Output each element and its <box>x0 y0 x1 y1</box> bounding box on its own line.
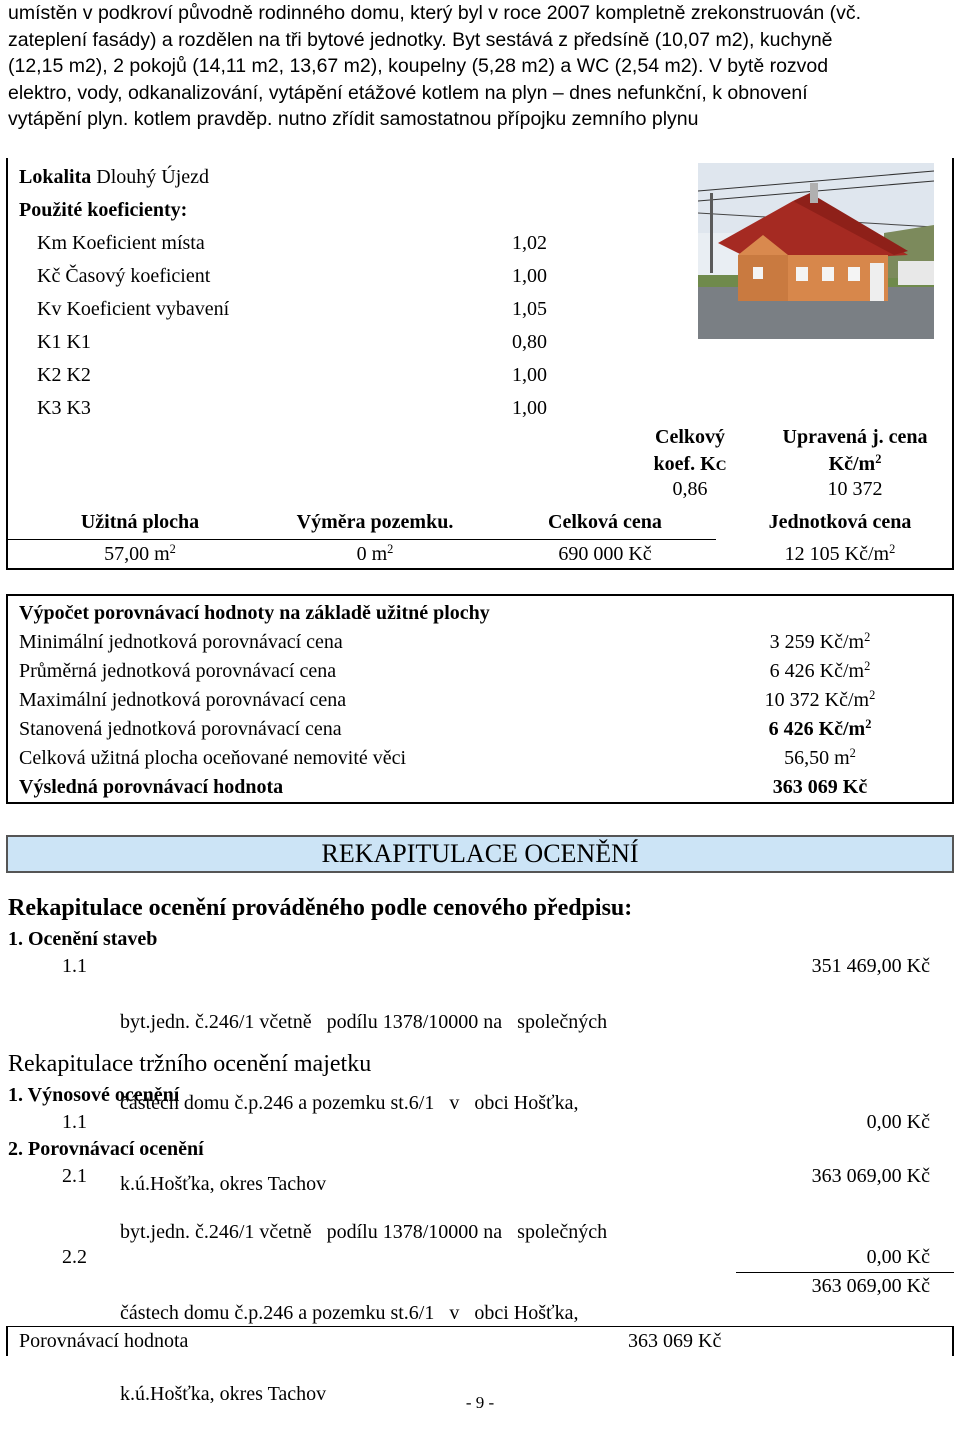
recap2-s2-item1-no: 2.1 <box>62 1165 87 1187</box>
coef-value: 1,00 <box>512 364 547 386</box>
final-border-right <box>952 1326 954 1356</box>
sum-line <box>736 1272 954 1273</box>
box-border-left <box>6 158 8 570</box>
recap-banner-title: REKAPITULACE OCENĚNÍ <box>321 839 639 868</box>
coef-label: K1 K1 <box>37 331 91 353</box>
adjusted-price-value: 10 372 <box>827 478 883 500</box>
total-coef-value: 0,86 <box>672 478 708 500</box>
recap2-section1: 1. Výnosové ocenění <box>8 1084 180 1106</box>
final-border-left <box>6 1326 8 1356</box>
box-border-bottom <box>6 802 954 804</box>
intro-line: elektro, vody, odkanalizování, vytápění etážové kotlem na plyn – dnes nefunkční, k obnovení <box>8 81 808 104</box>
adjusted-price-header <box>760 424 950 478</box>
comparison-value: 6 426 $Kč/m^2$ <box>768 717 872 740</box>
locality <box>19 166 209 189</box>
header-unit-price: Jednotková cena <box>768 511 912 533</box>
comparison-heading: Výpočet porovnávací hodnoty na základě užitné plochy <box>19 602 490 624</box>
value-total-price: 690 000 Kč <box>558 543 652 565</box>
recap2-section2: 2. Porovnávací ocenění <box>8 1138 204 1160</box>
final-border-top <box>6 1326 954 1327</box>
comparison-label: Celková užitná plocha oceňované nemovité věci <box>19 747 407 769</box>
summary-divider <box>6 539 256 540</box>
coef-value: 0,80 <box>512 331 547 353</box>
box-border-left <box>6 594 8 804</box>
recap1-item-no: 1.1 <box>62 955 87 977</box>
header-usable-area: Užitná plocha <box>80 511 200 533</box>
comparison-label: Stanovená jednotková porovnávací cena <box>19 718 342 740</box>
recap2-s2-item1-desc: byt.jedn. č.246/1 včetně podílu 1378/10000 na společných částech domu č.p.246 a pozemku st.6/1 v obci Hošťka, k.ú.Hošťka, okres Tachov <box>120 1221 608 1405</box>
value-usable-area: 57,00 $m^2$ <box>104 542 176 565</box>
final-label: Porovnávací hodnota <box>19 1330 189 1352</box>
box-border-bottom <box>6 568 954 570</box>
recap1-title: Rekapitulace ocenění prováděného podle cenového předpisu: <box>8 895 633 921</box>
recap1-section: 1. Ocenění staveb <box>8 928 158 950</box>
comparison-value: 10 372 $Kč/m^2$ <box>764 688 876 711</box>
coef-label: Kč Časový koeficient <box>37 265 211 287</box>
adjusted-price-line1: Upravená j. cena <box>782 426 928 448</box>
intro-line: umístěn v podkroví původně rodinného domu, který byl v roce 2007 kompletně zrekonstruován (vč. <box>8 2 862 24</box>
recap2-s1-item-no: 1.1 <box>62 1111 87 1133</box>
coef-value: 1,00 <box>512 265 547 287</box>
total-coef-line1: Celkový <box>655 426 725 448</box>
comparison-label: Maximální jednotková porovnávací cena <box>19 689 347 711</box>
recap2-s2-total: 363 069,00 Kč <box>811 1275 930 1297</box>
box-border-right <box>952 158 954 570</box>
comparison-value: 6 426 $Kč/m^2$ <box>769 659 871 682</box>
final-value: 363 069 Kč <box>628 1330 722 1352</box>
box-border-top <box>6 594 954 596</box>
intro-paragraph <box>8 0 953 133</box>
house-illustration <box>698 163 934 339</box>
adjusted-price-line2: $Kč/m^2$ <box>828 452 882 475</box>
coef-value: 1,05 <box>512 298 547 320</box>
coef-label: K2 K2 <box>37 364 91 386</box>
recap2-s1-item-value: 0,00 Kč <box>866 1111 930 1133</box>
coef-label: K3 K3 <box>37 397 91 419</box>
comparison-label: Minimální jednotková porovnávací cena <box>19 631 343 653</box>
recap-banner <box>6 835 954 873</box>
total-coef-line2: koef. KC <box>653 453 727 475</box>
coef-value: 1,02 <box>512 232 547 254</box>
header-land-area: Výměra pozemku. <box>296 511 454 533</box>
total-coef-header <box>630 424 750 480</box>
locality-label: Lokalita <box>19 166 92 188</box>
intro-line: vytápění plyn. kotlem pravděp. nutno zřídit samostatnou přípojku zemního plynu <box>8 108 699 131</box>
intro-line: zateplení fasády) a rozdělen na tři bytové jednotky. Byt sestává z předsíně (10,07 m2), kuchyně <box>8 28 833 51</box>
comparison-value: 3 259 $Kč/m^2$ <box>769 630 871 653</box>
value-unit-price: 12 105 $Kč/m^2$ <box>784 542 896 565</box>
recap1-item-value: 351 469,00 Kč <box>811 955 930 977</box>
comparison-result-value: 363 069 Kč <box>772 776 868 798</box>
recap2-s2-item1-value: 363 069,00 Kč <box>811 1165 930 1187</box>
summary-divider <box>256 539 716 540</box>
value-land-area: 0 $m^2$ <box>356 542 394 565</box>
coef-label: Km Koeficient místa <box>37 232 205 254</box>
recap2-s2-item2-no: 2.2 <box>62 1246 87 1268</box>
coef-heading: Použité koeficienty: <box>19 199 188 221</box>
comparison-value: 56,50 $m^2$ <box>784 746 856 769</box>
intro-line: (12,15 m2), 2 pokojů (14,11 m2, 13,67 m2), koupelny (5,28 m2) a WC (2,54 m2). V bytě rozvod <box>8 55 829 78</box>
coef-value: 1,00 <box>512 397 547 419</box>
comparison-result-label: Výsledná porovnávací hodnota <box>19 776 284 798</box>
recap2-s2-item2-value: 0,00 Kč <box>866 1246 930 1268</box>
locality-value: Dlouhý Újezd <box>96 166 210 188</box>
page-number: - 9 - <box>465 1393 495 1412</box>
header-total-price: Celková cena <box>548 511 662 533</box>
box-border-right <box>952 594 954 804</box>
house-photo <box>698 163 934 339</box>
recap1-item-desc: byt.jedn. č.246/1 včetně podílu 1378/10000 na společných částech domu č.p.246 a pozemku st.6/1 v obci Hošťka, k.ú.Hošťka, okres Tachov <box>120 1011 608 1195</box>
coef-label: Kv Koeficient vybavení <box>37 298 230 320</box>
recap2-title: Rekapitulace tržního ocenění majetku <box>8 1051 372 1077</box>
comparison-label: Průměrná jednotková porovnávací cena <box>19 660 337 682</box>
